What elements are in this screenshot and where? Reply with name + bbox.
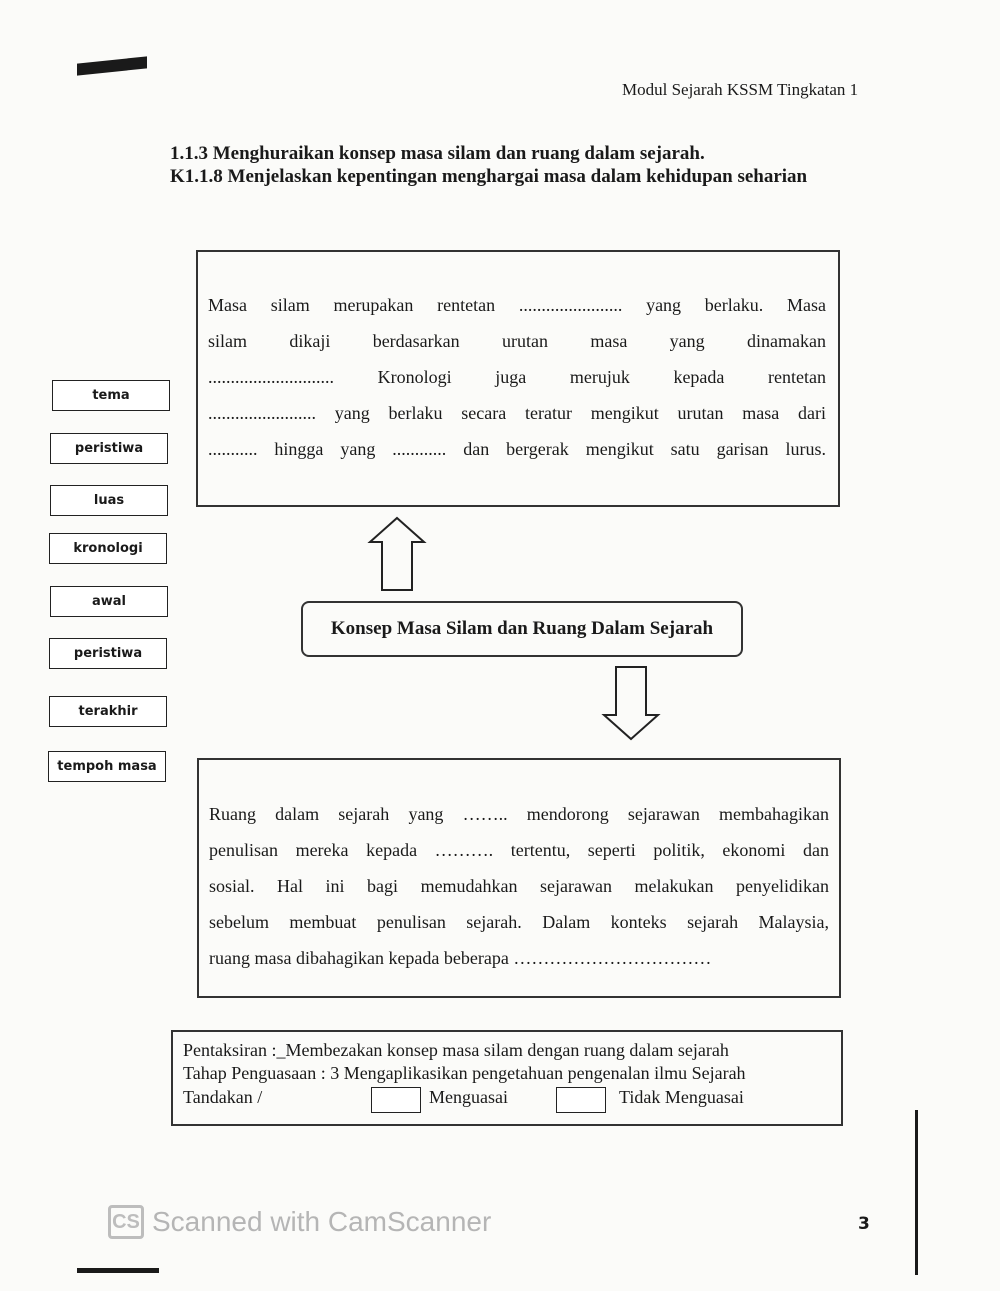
watermark-text: Scanned with CamScanner <box>152 1206 492 1237</box>
menguasai-label: Menguasai <box>429 1087 508 1107</box>
arrow-up-icon <box>366 516 428 594</box>
paragraph-line: ........... hingga yang ............ dan bergerak mengikut satu garisan lurus. <box>208 439 826 459</box>
word-tile-awal[interactable]: awal <box>50 586 168 617</box>
scan-corner-mark-top <box>77 56 147 75</box>
masa-silam-paragraph <box>208 287 826 467</box>
paragraph-line: Masa silam merupakan rentetan ....................... yang berlaku. Masa <box>208 295 826 315</box>
tidak-menguasai-checkbox[interactable] <box>556 1087 606 1113</box>
tidak-menguasai-label: Tidak Menguasai <box>619 1087 744 1107</box>
camscanner-logo-icon: CS <box>108 1205 144 1239</box>
page-number: 3 <box>858 1214 870 1234</box>
paragraph-line: silam dikaji berdasarkan urutan masa yang dinamakan <box>208 331 826 351</box>
ruang-sejarah-paragraph <box>209 796 829 976</box>
masa-silam-box <box>196 250 840 507</box>
paragraph-line: penulisan mereka kepada ………. tertentu, seperti politik, ekonomi dan <box>209 840 829 860</box>
menguasai-checkbox[interactable] <box>371 1087 421 1113</box>
learning-objectives <box>170 142 807 188</box>
module-title: Modul Sejarah KSSM Tingkatan 1 <box>622 80 859 99</box>
word-tile-luas[interactable]: luas <box>50 485 168 516</box>
scan-edge-right <box>915 1110 918 1275</box>
ruang-sejarah-box <box>197 758 841 998</box>
assessment-box <box>171 1030 843 1126</box>
word-tile-peristiwa[interactable]: peristiwa <box>50 433 168 464</box>
word-tile-peristiwa-2[interactable]: peristiwa <box>49 638 167 669</box>
scan-corner-mark-bottom <box>77 1268 159 1273</box>
camscanner-watermark <box>108 1205 491 1239</box>
word-tile-tempoh-masa[interactable]: tempoh masa <box>48 751 166 782</box>
paragraph-line: ............................ Kronologi juga merujuk kepada rentetan <box>208 367 826 387</box>
objective-1-1-3: 1.1.3 Menghuraikan konsep masa silam dan ruang dalam sejarah. <box>170 143 705 164</box>
arrow-down-icon <box>600 665 662 743</box>
mastery-level-line: Tahap Penguasaan : 3 Mengaplikasikan pengetahuan pengenalan ilmu Sejarah <box>183 1063 746 1083</box>
assessment-line: Pentaksiran :_Membezakan konsep masa silam dengan ruang dalam sejarah <box>183 1040 729 1060</box>
word-tile-tema[interactable]: tema <box>52 380 170 411</box>
word-tile-terakhir[interactable]: terakhir <box>49 696 167 727</box>
mark-instruction: Tandakan / <box>183 1087 263 1107</box>
word-tile-kronologi[interactable]: kronologi <box>49 533 167 564</box>
paragraph-line: sebelum membuat penulisan sejarah. Dalam konteks sejarah Malaysia, <box>209 912 829 932</box>
paragraph-line: ........................ yang berlaku secara teratur mengikut urutan masa dari <box>208 403 826 423</box>
concept-label: Konsep Masa Silam dan Ruang Dalam Sejarah <box>330 618 714 639</box>
objective-k1-1-8: K1.1.8 Menjelaskan kepentingan menghargai masa dalam kehidupan seharian <box>170 166 808 187</box>
concept-box <box>301 601 743 657</box>
paragraph-line: Ruang dalam sejarah yang …….. mendorong sejarawan membahagikan <box>209 804 829 824</box>
paragraph-line: sosial. Hal ini bagi memudahkan sejarawan melakukan penyelidikan <box>209 876 829 896</box>
paragraph-line: ruang masa dibahagikan kepada beberapa …………………………… <box>209 948 712 968</box>
